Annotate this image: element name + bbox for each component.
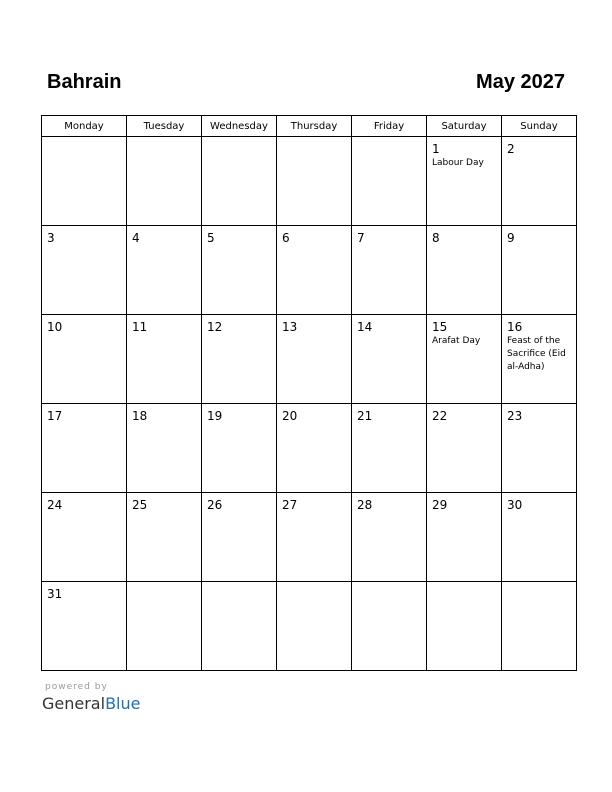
- day-cell: [42, 493, 127, 582]
- week-row: [42, 226, 577, 315]
- day-cell: [42, 137, 127, 226]
- day-cell: [277, 137, 352, 226]
- week-row: [42, 315, 577, 404]
- day-cell: [427, 582, 502, 671]
- day-cell: [427, 137, 502, 226]
- day-cell: [277, 226, 352, 315]
- day-number: 9: [507, 231, 515, 245]
- day-number: 6: [282, 231, 290, 245]
- day-number: 17: [47, 409, 63, 423]
- weekday-header: Tuesday: [127, 116, 202, 137]
- day-cell: [127, 582, 202, 671]
- weekday-header: Friday: [352, 116, 427, 137]
- day-cell: [352, 493, 427, 582]
- day-cell: [277, 493, 352, 582]
- day-number: 8: [432, 231, 440, 245]
- weekday-header: Sunday: [502, 116, 577, 137]
- day-cell: [202, 137, 277, 226]
- day-cell: [352, 226, 427, 315]
- day-cell: [42, 315, 127, 404]
- country-title: Bahrain: [47, 71, 122, 93]
- week-row: [42, 404, 577, 493]
- day-cell: [352, 137, 427, 226]
- day-number: 31: [47, 587, 63, 601]
- day-cell: [502, 493, 577, 582]
- week-row: [42, 493, 577, 582]
- weekday-header: Wednesday: [202, 116, 277, 137]
- day-cell: [127, 404, 202, 493]
- holiday-label: Arafat Day: [432, 336, 481, 346]
- day-number: 3: [47, 231, 55, 245]
- week-row: [42, 582, 577, 671]
- day-cell: [352, 315, 427, 404]
- day-number: 4: [132, 231, 140, 245]
- day-number: 25: [132, 498, 148, 512]
- day-cell: [202, 226, 277, 315]
- day-cell: [502, 315, 577, 404]
- day-cell: [127, 493, 202, 582]
- day-number: 1: [432, 142, 440, 156]
- month-title: May 2027: [476, 71, 565, 93]
- day-number: 21: [357, 409, 373, 423]
- day-cell: [277, 582, 352, 671]
- day-cell: [202, 315, 277, 404]
- day-number: 26: [207, 498, 223, 512]
- day-number: 5: [207, 231, 215, 245]
- day-number: 30: [507, 498, 523, 512]
- weekday-header: Thursday: [277, 116, 352, 137]
- day-number: 27: [282, 498, 298, 512]
- day-number: 7: [357, 231, 365, 245]
- day-cell: [427, 404, 502, 493]
- day-number: 2: [507, 142, 515, 156]
- day-number: 19: [207, 409, 223, 423]
- day-number: 29: [432, 498, 448, 512]
- day-cell: [427, 226, 502, 315]
- brand-blue: Blue: [105, 694, 141, 713]
- weekday-header-row: [42, 116, 577, 137]
- day-number: 10: [47, 320, 63, 334]
- day-cell: [352, 582, 427, 671]
- day-cell: [277, 404, 352, 493]
- day-cell: [502, 404, 577, 493]
- day-number: 11: [132, 320, 148, 334]
- day-number: 18: [132, 409, 148, 423]
- day-cell: [352, 404, 427, 493]
- brand-general: General: [42, 694, 106, 713]
- day-cell: [427, 315, 502, 404]
- day-cell: [202, 582, 277, 671]
- day-number: 20: [282, 409, 298, 423]
- day-number: 28: [357, 498, 373, 512]
- holiday-label: Feast of the Sacrifice (Eid al-Adha): [507, 336, 566, 372]
- day-cell: [427, 493, 502, 582]
- day-cell: [127, 226, 202, 315]
- holiday-label: Labour Day: [432, 158, 484, 168]
- generalblue-logo: [42, 694, 140, 713]
- powered-by-label: powered by: [45, 682, 108, 692]
- day-cell: [42, 226, 127, 315]
- day-cell: [127, 137, 202, 226]
- day-number: 14: [357, 320, 373, 334]
- weekday-header: Monday: [42, 116, 127, 137]
- day-cell: [277, 315, 352, 404]
- day-cell: [202, 404, 277, 493]
- day-number: 13: [282, 320, 298, 334]
- day-cell: [502, 137, 577, 226]
- day-number: 12: [207, 320, 223, 334]
- day-cell: [502, 226, 577, 315]
- weekday-header: Saturday: [427, 116, 502, 137]
- day-number: 15: [432, 320, 448, 334]
- day-cell: [42, 404, 127, 493]
- day-cell: [502, 582, 577, 671]
- calendar-grid: [41, 115, 577, 671]
- week-row: [42, 137, 577, 226]
- day-cell: [202, 493, 277, 582]
- day-number: 24: [47, 498, 63, 512]
- day-number: 23: [507, 409, 523, 423]
- day-cell: [127, 315, 202, 404]
- day-number: 22: [432, 409, 448, 423]
- day-cell: [42, 582, 127, 671]
- day-number: 16: [507, 320, 523, 334]
